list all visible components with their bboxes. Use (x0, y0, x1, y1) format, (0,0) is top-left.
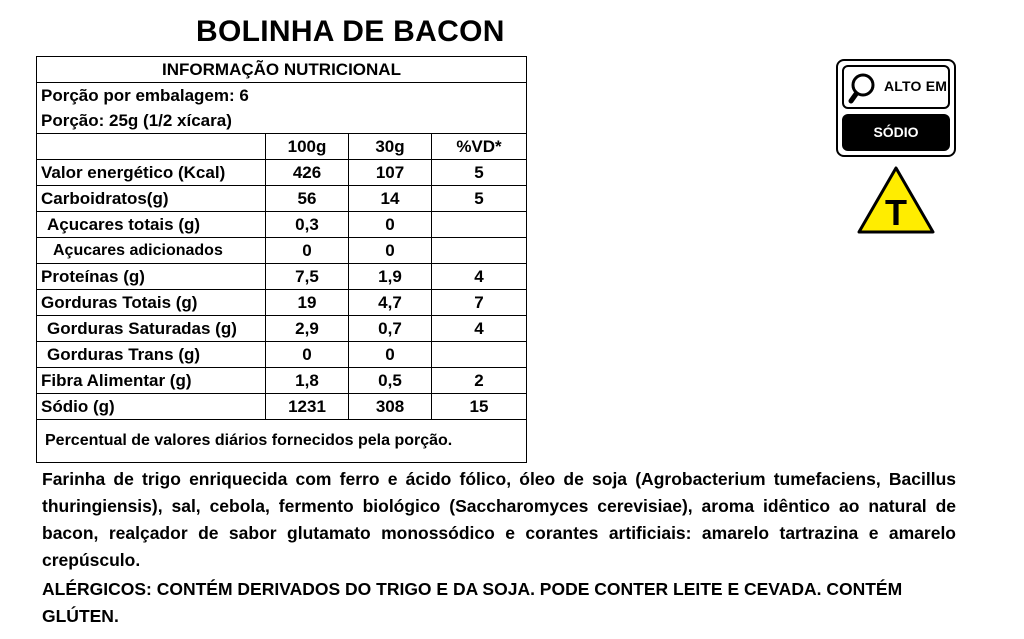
transgenic-symbol-icon (856, 165, 936, 235)
value-100g: 7,5 (266, 264, 349, 290)
value-100g: 2,9 (266, 316, 349, 342)
allergens-text: ALÉRGICOS: CONTÉM DERIVADOS DO TRIGO E DA SOJA. PODE CONTER LEITE E CEVADA. CONTÉM GLÚTEN. (42, 579, 903, 626)
nutrition-footnote: Percentual de valores diários fornecidos pela porção. (37, 420, 527, 463)
value-100g: 19 (266, 290, 349, 316)
value-100g: 0 (266, 238, 349, 264)
nutrient-name: Açucares adicionados (37, 238, 266, 264)
nutrient-name: Valor energético (Kcal) (37, 160, 266, 186)
value-vd: 5 (432, 160, 527, 186)
serving-size: Porção: 25g (1/2 xícara) (37, 108, 527, 134)
nutrient-row (37, 186, 527, 212)
value-vd (432, 238, 527, 264)
nutrient-row (37, 264, 527, 290)
value-30g: 4,7 (349, 290, 432, 316)
value-vd: 2 (432, 368, 527, 394)
header-blank (37, 134, 266, 160)
value-30g: 0,5 (349, 368, 432, 394)
nutrient-name: Carboidratos(g) (37, 186, 266, 212)
seal-alto-em-label: ALTO EM (884, 78, 948, 94)
value-vd: 4 (432, 264, 527, 290)
nutrient-row (37, 238, 527, 264)
nutrient-row (37, 368, 527, 394)
nutrient-row (37, 342, 527, 368)
product-title: BOLINHA DE BACON (196, 15, 505, 48)
value-30g: 0 (349, 342, 432, 368)
ingredients-text: Farinha de trigo enriquecida com ferro e ácido fólico, óleo de soja (Agrobacterium tumefaciens, Bacillus thuringiensis), sal, cebola, fermento biológico (Saccharomyces cerevisiae), aroma idêntico ao natural de bacon, realçador de sabor glutamato monossódico e corantes artificiais: amarelo tartrazina e amarelo crepúsculo. (42, 469, 956, 570)
magnifier-icon (848, 71, 882, 105)
value-100g: 0 (266, 342, 349, 368)
nutrient-row (37, 290, 527, 316)
value-100g: 1,8 (266, 368, 349, 394)
value-30g: 14 (349, 186, 432, 212)
high-sodium-seal (836, 59, 956, 157)
col-header-100g: 100g (266, 134, 349, 160)
seal-top-box (842, 65, 950, 109)
nutrient-row (37, 316, 527, 342)
nutrition-table (36, 56, 527, 463)
value-vd: 4 (432, 316, 527, 342)
nutrient-row (37, 394, 527, 420)
value-30g: 0,7 (349, 316, 432, 342)
nutrient-name: Gorduras Totais (g) (37, 290, 266, 316)
value-100g: 1231 (266, 394, 349, 420)
value-100g: 56 (266, 186, 349, 212)
nutrient-name: Gorduras Trans (g) (37, 342, 266, 368)
nutrition-heading: INFORMAÇÃO NUTRICIONAL (37, 57, 527, 83)
value-30g: 0 (349, 238, 432, 264)
nutrient-name: Fibra Alimentar (g) (37, 368, 266, 394)
value-vd: 7 (432, 290, 527, 316)
value-30g: 107 (349, 160, 432, 186)
value-100g: 426 (266, 160, 349, 186)
value-vd: 15 (432, 394, 527, 420)
transgenic-letter: T (885, 192, 907, 233)
col-header-30g: 30g (349, 134, 432, 160)
nutrient-row (37, 212, 527, 238)
nutrient-row (37, 160, 527, 186)
value-vd: 5 (432, 186, 527, 212)
value-vd (432, 212, 527, 238)
nutrient-name: Sódio (g) (37, 394, 266, 420)
col-header-vd: %VD* (432, 134, 527, 160)
value-30g: 0 (349, 212, 432, 238)
value-30g: 1,9 (349, 264, 432, 290)
value-100g: 0,3 (266, 212, 349, 238)
nutrient-name: Gorduras Saturadas (g) (37, 316, 266, 342)
nutrient-name: Proteínas (g) (37, 264, 266, 290)
value-30g: 308 (349, 394, 432, 420)
servings-per-package: Porção por embalagem: 6 (37, 83, 527, 109)
nutrient-name: Açucares totais (g) (37, 212, 266, 238)
seal-sodio-label: SÓDIO (842, 114, 950, 151)
value-vd (432, 342, 527, 368)
